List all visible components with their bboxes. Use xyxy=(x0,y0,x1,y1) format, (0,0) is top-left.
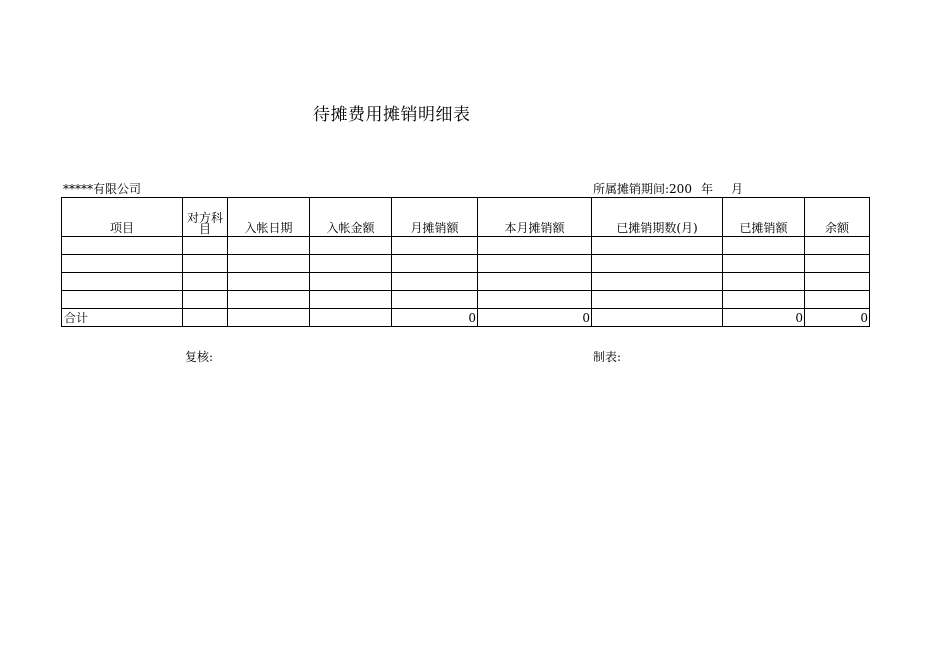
header-amortized-amount: 已摊销额 xyxy=(723,198,805,237)
header-current-month-amortization: 本月摊销额 xyxy=(478,198,592,237)
period-label: 所属摊销期间:200 xyxy=(593,182,692,196)
total-label: 合计 xyxy=(62,309,183,327)
table-cell[interactable] xyxy=(805,255,870,273)
table-cell[interactable] xyxy=(592,291,723,309)
total-amortized-amount: 0 xyxy=(723,309,805,327)
table-cell[interactable] xyxy=(228,273,310,291)
header-balance: 余额 xyxy=(805,198,870,237)
table-cell xyxy=(592,309,723,327)
table-cell[interactable] xyxy=(723,237,805,255)
table-cell[interactable] xyxy=(310,255,392,273)
table-cell[interactable] xyxy=(183,237,228,255)
table-cell xyxy=(228,309,310,327)
table-cell[interactable] xyxy=(478,273,592,291)
header-item: 项目 xyxy=(62,198,183,237)
table-cell[interactable] xyxy=(62,255,183,273)
table-cell[interactable] xyxy=(592,255,723,273)
table-cell[interactable] xyxy=(183,291,228,309)
table-cell[interactable] xyxy=(62,291,183,309)
table-cell[interactable] xyxy=(310,237,392,255)
amortization-table xyxy=(61,197,870,327)
review-signature-label: 复核: xyxy=(185,350,214,364)
table-row xyxy=(62,273,870,291)
table-cell[interactable] xyxy=(478,255,592,273)
table-cell[interactable] xyxy=(805,273,870,291)
table-cell xyxy=(310,309,392,327)
total-monthly-amortization: 0 xyxy=(392,309,478,327)
table-row xyxy=(62,237,870,255)
table-cell[interactable] xyxy=(392,255,478,273)
total-balance: 0 xyxy=(805,309,870,327)
table-cell xyxy=(183,309,228,327)
table-cell[interactable] xyxy=(723,273,805,291)
header-monthly-amortization: 月摊销额 xyxy=(392,198,478,237)
table-cell[interactable] xyxy=(183,255,228,273)
table-cell[interactable] xyxy=(228,255,310,273)
header-counter-account: 对方科目 xyxy=(183,198,228,237)
table-cell[interactable] xyxy=(478,237,592,255)
header-periods-amortized: 已摊销期数(月) xyxy=(592,198,723,237)
header-entry-amount: 入帐金额 xyxy=(310,198,392,237)
table-cell[interactable] xyxy=(62,273,183,291)
table-cell[interactable] xyxy=(723,255,805,273)
period-year-label: 年 xyxy=(700,182,713,196)
table-cell[interactable] xyxy=(228,291,310,309)
company-name: *****有限公司 xyxy=(63,182,142,196)
table-cell[interactable] xyxy=(723,291,805,309)
page-title: 待摊费用摊销明细表 xyxy=(313,105,471,125)
period-month-label: 月 xyxy=(730,182,743,196)
table-cell[interactable] xyxy=(392,237,478,255)
table-cell[interactable] xyxy=(62,237,183,255)
table-cell[interactable] xyxy=(310,291,392,309)
amortization-period xyxy=(593,180,743,197)
table-cell[interactable] xyxy=(592,273,723,291)
preparer-signature-label: 制表: xyxy=(593,350,622,364)
table-cell[interactable] xyxy=(805,237,870,255)
header-entry-date: 入帐日期 xyxy=(228,198,310,237)
table-cell[interactable] xyxy=(478,291,592,309)
table-cell[interactable] xyxy=(592,237,723,255)
table-row xyxy=(62,255,870,273)
table-cell[interactable] xyxy=(310,273,392,291)
table-cell[interactable] xyxy=(228,237,310,255)
table-cell[interactable] xyxy=(805,291,870,309)
table-cell[interactable] xyxy=(183,273,228,291)
table-total-row xyxy=(62,309,870,327)
table-header-row xyxy=(62,198,870,237)
table-row xyxy=(62,291,870,309)
total-current-month-amortization: 0 xyxy=(478,309,592,327)
table-cell[interactable] xyxy=(392,291,478,309)
table-cell[interactable] xyxy=(392,273,478,291)
